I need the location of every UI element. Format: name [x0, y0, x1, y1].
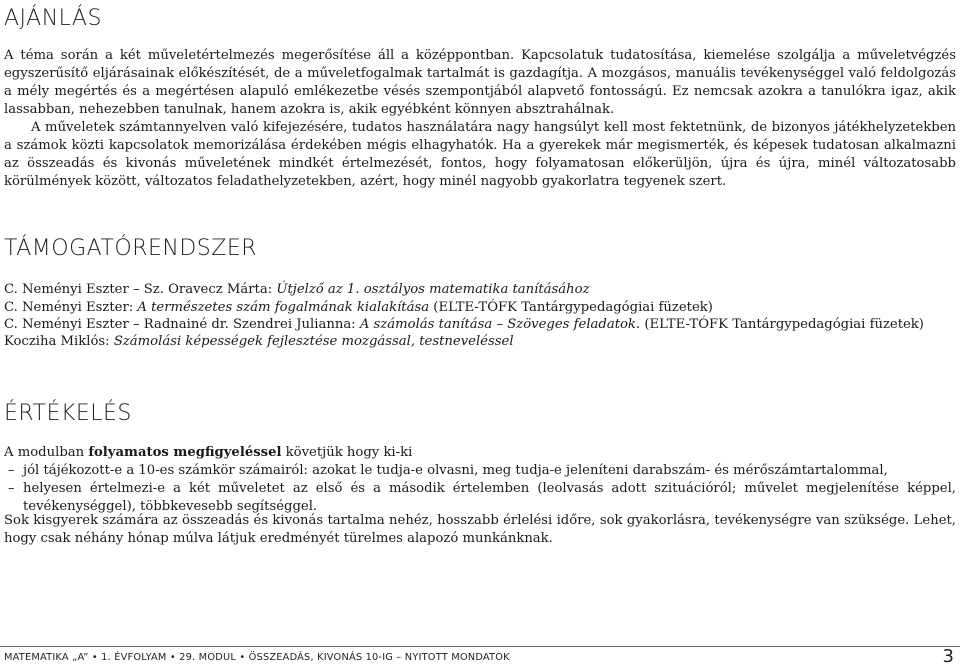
reference-2 [4, 299, 713, 317]
ertekeles-intro [4, 444, 412, 462]
reference-authors: C. Neményi Eszter – Sz. Oravecz Márta: [4, 282, 277, 297]
reference-tail: (ELTE-TÓFK Tantárgypedagógiai füzetek) [429, 300, 713, 315]
ertekeles-closing-paragraph: Sok kisgyerek számára az összeadás és kivonás tartalma nehéz, hosszabb érlelési időre, sok gyakorlásra, tevékenységre van szüksége. Lehet, hogy csak néhány hónap múlva látjuk eredményét türelmes alapozó munkánknak. [4, 513, 956, 546]
evaluation-list [4, 462, 956, 516]
reference-title: Útjelző az 1. osztályos matematika tanításához [276, 282, 590, 297]
heading-tamogatorendszer: TÁMOGATÓRENDSZER [4, 236, 258, 261]
reference-authors: C. Neményi Eszter: [4, 300, 138, 315]
list-item: – helyesen értelmezi-e a két műveletet az első és a második értelemben (leolvasás adott szituációról; művelet megjelenítése képpel, tevékenységgel), többkevesebb segítséggel. [4, 480, 956, 516]
reference-tail: (ELTE-TÓFK Tantárgypedagógiai füzetek) [640, 317, 924, 332]
heading-ajanlas: AJÁNLÁS [4, 6, 102, 31]
ajanlas-paragraph-1: A téma során a két műveletértelmezés megerősítése áll a középpontban. Kapcsolatuk tudatosítása, kiemelése szolgálja a műveletvégzés egyszerűsítő eljárásainak előkészítését, de a műveletfogalmak tartalmát is gazdagítja. A mozgásos, manuális tevékenységgel való feldolgozás a mély megértés és a megértésen alapuló emlékezetbe vésés szempontjából alapvető fontosságú. Ez nemcsak azokra a tanulókra igaz, akik lassabban, nehezebben tanulnak, hanem azokra is, akik egyébként könnyen absztrahálnak. [4, 48, 956, 117]
intro-text-after: követjük hogy ki-ki [281, 445, 413, 460]
intro-text-before: A modulban [4, 445, 89, 460]
reference-1 [4, 281, 590, 299]
footer-divider [0, 646, 960, 647]
reference-4 [4, 333, 514, 351]
reference-title: A természetes szám fogalmának kialakítása [137, 300, 430, 315]
footer-running-title: MATEMATIKA „A” • 1. ÉVFOLYAM • 29. MODUL • ÖSSZEADÁS, KIVONÁS 10-IG – NYITOTT MONDATOK [4, 652, 510, 663]
ajanlas-paragraph-2: A műveletek számtannyelven való kifejezésére, tudatos használatára nagy hangsúlyt kell most fektetnünk, de bizonyos játékhelyzetekben a számok közti kapcsolatok memorizálása érdekében mégis elhagyhatók. Ha a gyerekek már megismerték, és képesek tudatosan alkalmazni az összeadás és kivonás műveletének mindkét értelmezését, fontos, hogy folyamatosan előkerüljön, újra és újra, minél változatosabb körülmények között, változatos feladathelyzetekben, azért, hogy minél nagyobb gyakorlatra tegyenek szert. [4, 120, 956, 189]
heading-ertekeles: ÉRTÉKELÉS [4, 401, 132, 426]
page-number: 3 [942, 646, 954, 667]
list-item: – jól tájékozott-e a 10-es számkör számairól: azokat le tudja-e olvasni, meg tudja-e jeleníteni darabszám- és mérőszámtartalommal, [4, 462, 956, 480]
reference-authors: Kocziha Miklós: [4, 334, 114, 349]
reference-title: A számolás tanítása – Szöveges feladatok. [359, 317, 641, 332]
reference-3 [4, 316, 924, 334]
reference-authors: C. Neményi Eszter – Radnainé dr. Szendrei Julianna: [4, 317, 360, 332]
intro-emphasis: folyamatos megfigyeléssel [88, 445, 282, 460]
reference-title: Számolási képességek fejlesztése mozgással, testneveléssel [113, 334, 514, 349]
